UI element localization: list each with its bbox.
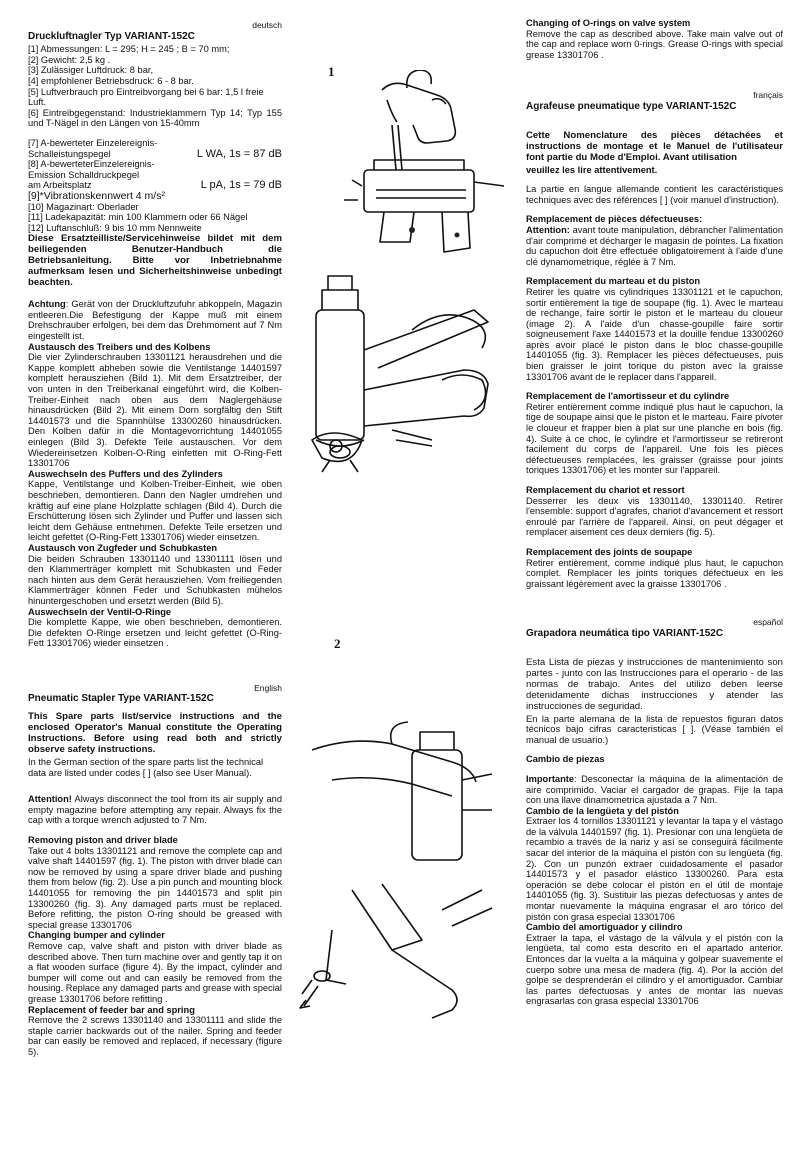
lang-label-spanish: español: [753, 617, 783, 628]
figure-column: [292, 20, 520, 1160]
section-heading: Remplacement de pièces défectueuses:: [526, 214, 703, 225]
section-heading: Austausch des Treibers und des Kolbens: [28, 341, 211, 352]
section-body: Extraer los 4 tornillos 13301121 y levantar la tapa y el vástago de la válvula 14401597 (fig. 1). Presionar con una lengüeta de recambio a través de la nariz y así se conseguirá fácilmente sacar del interior de la máquina el pistón con su lengüeta (fig. 2). Con un punzón extraer cuidadosamente el pasador 14401573 y el pasador elástico 13300260. Para esta operación se debe colocar el pistón en el útil de montaje 14401055 (fig. 3). Sustituir las piezas defectuosas y antes de montar nuevamente la máquina engrasar el aro tórico del pistón con grasa especial 13301706: [526, 816, 783, 922]
spec-line: [4] empfohlener Betriebsdruck: 6 - 8 bar.: [28, 75, 194, 86]
attention-label: Attention!: [28, 794, 72, 805]
noise-label: [8] A-bewerteterEinzelereignis-: [28, 159, 155, 170]
spanish-note: En la parte alemana de la lista de repuestos figuran datos técnicos bajo cifras caracteristicas [ ]. (Véase también el manual de usuario.): [526, 713, 783, 745]
figure-number-1: 1: [328, 64, 335, 79]
section-body: Retirer entièrement, comme indiqué plus haut, le capuchon complet. Remplacer les joints toriques défectueux en les graissant légèrement avec la graisse 13301706 .: [526, 557, 783, 589]
section-heading: Auswechseln des Puffers und des Zylinders: [28, 468, 223, 479]
attention-label: Achtung: [28, 299, 66, 310]
french-intro: Cette Nomenclature des pièces détachées et instructions de montage et le Manuel de l'utilisateur font partie du Mode d'Emploi. Avant utilisation: [526, 129, 783, 163]
noise-value: L pA, 1s = 79 dB: [200, 179, 282, 192]
noise-label: Schalleistungspegel: [28, 148, 111, 159]
section-body: Die beiden Schrauben 13301140 und 13301111 lösen und den Klammerträger komplett mit Schubkasten und Feder nach hinten aus dem Gerät herausziehen. Vom freiliegenden Klammerträger können Feder und Schubkasten mühelos hinuntergeschoben und ersetzt werden (Bild 5).: [28, 553, 282, 606]
french-title: Agrafeuse pneumatique type VARIANT-152C: [526, 100, 737, 112]
section-heading: Cambio de la lengüeta y del pistón: [526, 805, 679, 816]
spec-line: [5] Luftverbrauch pro Eintreibvorgang bei 6 bar: 1,5 l freie Luft.: [28, 86, 264, 108]
section-heading: Remplacement du marteau et du piston: [526, 276, 701, 287]
attention-text: : Gerät von der Druckluftzufuhr abkoppeln, Magazin entleeren.Die Befestigung der Kappe muß mit einem Drehschrauber erfolgen, bei dem das Drehmoment auf 7 Nm eingestellt ist.: [28, 299, 282, 342]
figure-magazine-removal: [292, 870, 520, 1030]
english-intro: This Spare parts list/service instructions and the enclosed Operator's Manual constitute the Operating Instructions. Before using read both and strictly observe safety instructions.: [28, 711, 282, 756]
figure-number-2: 2: [334, 636, 341, 651]
noise-value: L WA, 1s = 87 dB: [196, 147, 282, 160]
spec-line: [11] Ladekapazität: min 100 Klammern oder 66 Nägel: [28, 212, 248, 223]
french-intro-2: veuillez les lire attentivement.: [526, 164, 658, 175]
section-body: Desserrer les deux vis 13301140, 13301140. Retirer l'ensemble: support d'agrafes, chariot d'avancement et ressort enroulé par l'arrière de l'appareil. Ainsi, on peut dégager et remplacer aisement ces deux derniers (fig. 5).: [526, 495, 783, 538]
spanish-attention: [526, 774, 783, 806]
lang-label-english: English: [254, 682, 282, 693]
figure-cap-removal: [292, 70, 520, 260]
noise-label: am Arbeitsplatz: [28, 180, 92, 191]
figure-bumper-removal: [292, 720, 520, 870]
spec-line: [1] Abmessungen: L = 295; H = 245 ; B = 70 mm;: [28, 44, 230, 55]
spanish-title: Grapadora neumática tipo VARIANT-152C: [526, 627, 724, 639]
section-body: Take out 4 bolts 13301121 and remove the complete cap and valve shaft 14401597 (fig. 1). The piston with driver blade can now be removed by using a spare driver blade and pushing them from below (fig. 2). Use a pin punch and mounting block 14401055 for removing the pin 14401573 and split pin 13300260 (fig. 3). Any damaged parts must be replaced. Before refitting, the piston O-ring should be greased with special grease 13301706: [28, 845, 282, 930]
figure-pin-parts: [292, 410, 520, 490]
section-heading: Austausch von Zugfeder und Schubkasten: [28, 542, 218, 553]
section-heading: Replacement of feeder bar and spring: [28, 1004, 195, 1015]
german-title: Druckluftnagler Typ VARIANT-152C: [28, 30, 195, 42]
right-column: [526, 18, 783, 1007]
section-body: Kappe, Ventilstange und Kolben-Treiber-Einheit, wie oben beschrieben, demontieren. Dann den Nagler umdrehen und kräftig auf eine plane Holzplatte schlagen (Bild 4). Durch die Erschütterung lösen sich Zylinder und Puffer und lassen sich leicht dem Gehäuse entnehmen. Defekte Teile ersetzen und leicht gefettet (O-Ring-Fett 13301706) wieder einsetzen.: [28, 479, 282, 543]
section-heading: Remplacement des joints de soupape: [526, 546, 693, 557]
left-column: [28, 20, 282, 1058]
section-body: Remove cap, valve shaft and piston with driver blade as described above. Then turn machine over and gently tap it on a flat wooden surface (figure 4). By the impact, cylinder and bumper will come out and can easily be removed from the housing. Replace any damaged parts and grease with special grease 13301706 before refitting .: [28, 940, 282, 1004]
section-body: Extraer la tapa, el vástago de la válvula y el pistón con la lengüeta, tal como esta descrito en el apartado anterior. Entonces dar la vuelta a la máquina y golpear suavemente el cuerpo sobre una mesa de madera (fig. 4). Por la acción del golpe se desprenderán el cilindro y el amortiguador. Cambiar las partes defectuosas y antes de montar las nuevas engrasarlas con grasa especial 13301706: [526, 932, 783, 1007]
section-heading: Auswechseln der Ventil-O-Ringe: [28, 606, 172, 617]
lang-label-french: français: [753, 90, 783, 101]
section-body: Remove the 2 screws 13301140 and 13301111 and slide the staple carrier backwards out of the nailer. Spring and feeder bar can easily be removed and replaced, if necessary (figure 5).: [28, 1015, 282, 1057]
attention-label: Attention:: [526, 224, 570, 235]
english-attention: [28, 794, 282, 826]
french-attention: [526, 225, 783, 267]
noise-label: Emission Schalldruckpegel: [28, 169, 140, 180]
spanish-intro: Esta Lista de piezas y instrucciones de mantenimiento son partes - junto con las Instrucciones para el operario - de las normas de trabajo. Antes del utilizo deben leerse detenidamente dichas instrucciones y atender las instrucciones de seguridad.: [526, 656, 783, 712]
spec-line: [3] Zulässiger Luftdruck: 8 bar,: [28, 65, 154, 76]
spec-line: [2] Gewicht: 2,5 kg .: [28, 54, 111, 65]
section-heading: Remplacement du chariot et ressort: [526, 485, 685, 495]
section-heading: Remplacement de l'amortisseur et du cylindre: [526, 391, 730, 402]
spec-line: [6] Eintreibgegenstand: Industrieklammern Typ 14; Typ 155 und T-Nägel in den Längen von 15-40mm: [28, 107, 282, 129]
section-heading: Removing piston and driver blade: [28, 835, 178, 846]
section-body: Retirer les quatre vis cylindriques 13301121 et le capuchon, sortir entièrement la tige de soupape (fig. 1). Avec le marteau de rechange, faire sortir le piston et le marteau du cloueur (image 2). A l'aide d'un chasse-goupille faire sortir soigneusement l'axe 14401573 et la douille fendue 13300260 après avoir placé le piston dans le bloc chasse-goupille 14401055 (fig. 3). Remplacer les pièces défectueuses, puis bien graisser le joint torique du piston avec la graisse 13301706 avant de le replacer dans l'appareil.: [526, 286, 783, 382]
section-heading: Cambio del amortiguador y cilindro: [526, 922, 683, 933]
german-intro: Diese Ersatzteilliste/Servicehinweise bildet mit dem beiliegenden Benutzer-Handbuch die Betriebsanleitung. Bitte vor Inbetriebnahme aufmerksam lesen und Sicherheitshinweise unbedingt beachten.: [28, 233, 282, 289]
english-note: In the German section of the spare parts list the technical data are listed under codes [ ] (also see User Manual).: [28, 757, 264, 778]
lang-label-german: deutsch: [252, 20, 282, 30]
section-body: Die vier Zylinderschrauben 13301121 herausdrehen und die Kappe komplett abheben sowie die Ventilstange 14401597 komplett herausziehen (Bild 1). Mit dem Ersatztreiber, der von unten in den Treiberkanal eingeführt wird, die Kolben-Treiber-Einheit nach oben aus dem Naglergehäuse hinausdrücken (Bild 2). Mit einem Dorn sorgfältig den Stift 14401573 und die Spannhülse 13300260 hinausdrücken. Den Kolben dafür in die Montagevorrichtung 14401055 einlegen (Bild 3). Defekte Teile austauschen. Vor dem Wiedereinsetzen Kolben-O-Ring einfetten mit O-Ring-Fett 13301706: [28, 352, 282, 469]
spec-line: [12] Luftanschluß: 9 bis 10 mm Nennweite: [28, 222, 202, 233]
attention-label: Importante: [526, 773, 575, 784]
attention-text: Always disconnect the tool from its air supply and empty magazine before attempting any repair. Always fix the cap with a torque wrench adjusted to 7 Nm.: [28, 794, 282, 826]
french-note: La partie en langue allemande contient les caractéristiques techniques avec des références [ ] (voir manuel d'instruction).: [526, 184, 783, 205]
german-attention: [28, 299, 282, 341]
vibration-value: [9]*Vibrationskennwert 4 m/s²: [28, 189, 165, 202]
section-body: Remove the cap as described above. Take main valve out of the cap and replace worn 0-rings. Grease O-rings with special grease 13301706 .: [526, 28, 783, 60]
english-title: Pneumatic Stapler Type VARIANT-152C: [28, 693, 214, 705]
section-body: Die komplette Kappe, wie oben beschrieben, demontieren. Die defekten O-Ringe ersetzen und leicht gefettet (O-Ring-Fett 13301706) wieder einsetzen .: [28, 617, 282, 649]
section-body: Retirer entièrement comme indiqué plus haut le capuchon, la tige de soupape ainsi que le piston et le marteau. Faire pivoter le cloueur et frapper bien à plat sur une planche en bois (fig. 4). Suite à ce choc, le cylindre et l'armortisseur se retireront facilement du corps de l'appareil. Une fois les pièces défectueuses remplacées, les graisser (graisse pour joints toriques 13301706) et les monter sur l'appareil.: [526, 401, 783, 476]
attention-text: avant toute manipulation, débrancher l'alimentation d'air comprimé et décharger le magasin de pointes. La fixation du capuchon doit être effectuée obligatoirement à l'aide d'une clé dynamometrique, réglée à 7 Nm.: [526, 224, 783, 267]
spec-line: [10] Magazinart: Oberlader: [28, 201, 139, 212]
attention-text: : Desconectar la máquina de la alimentación de aire comprimido. Vaciar el cargador de grapas. Fije la tapa con una llave dinamometrica ajustada a 7 Nm.: [526, 773, 783, 806]
section-heading: Cambio de piezas: [526, 754, 605, 765]
section-heading: Changing of O-rings on valve system: [526, 18, 691, 28]
section-heading: Changing bumper and cylinder: [28, 930, 165, 941]
noise-label: [7] A-bewerteter Einzelereignis-: [28, 137, 158, 148]
